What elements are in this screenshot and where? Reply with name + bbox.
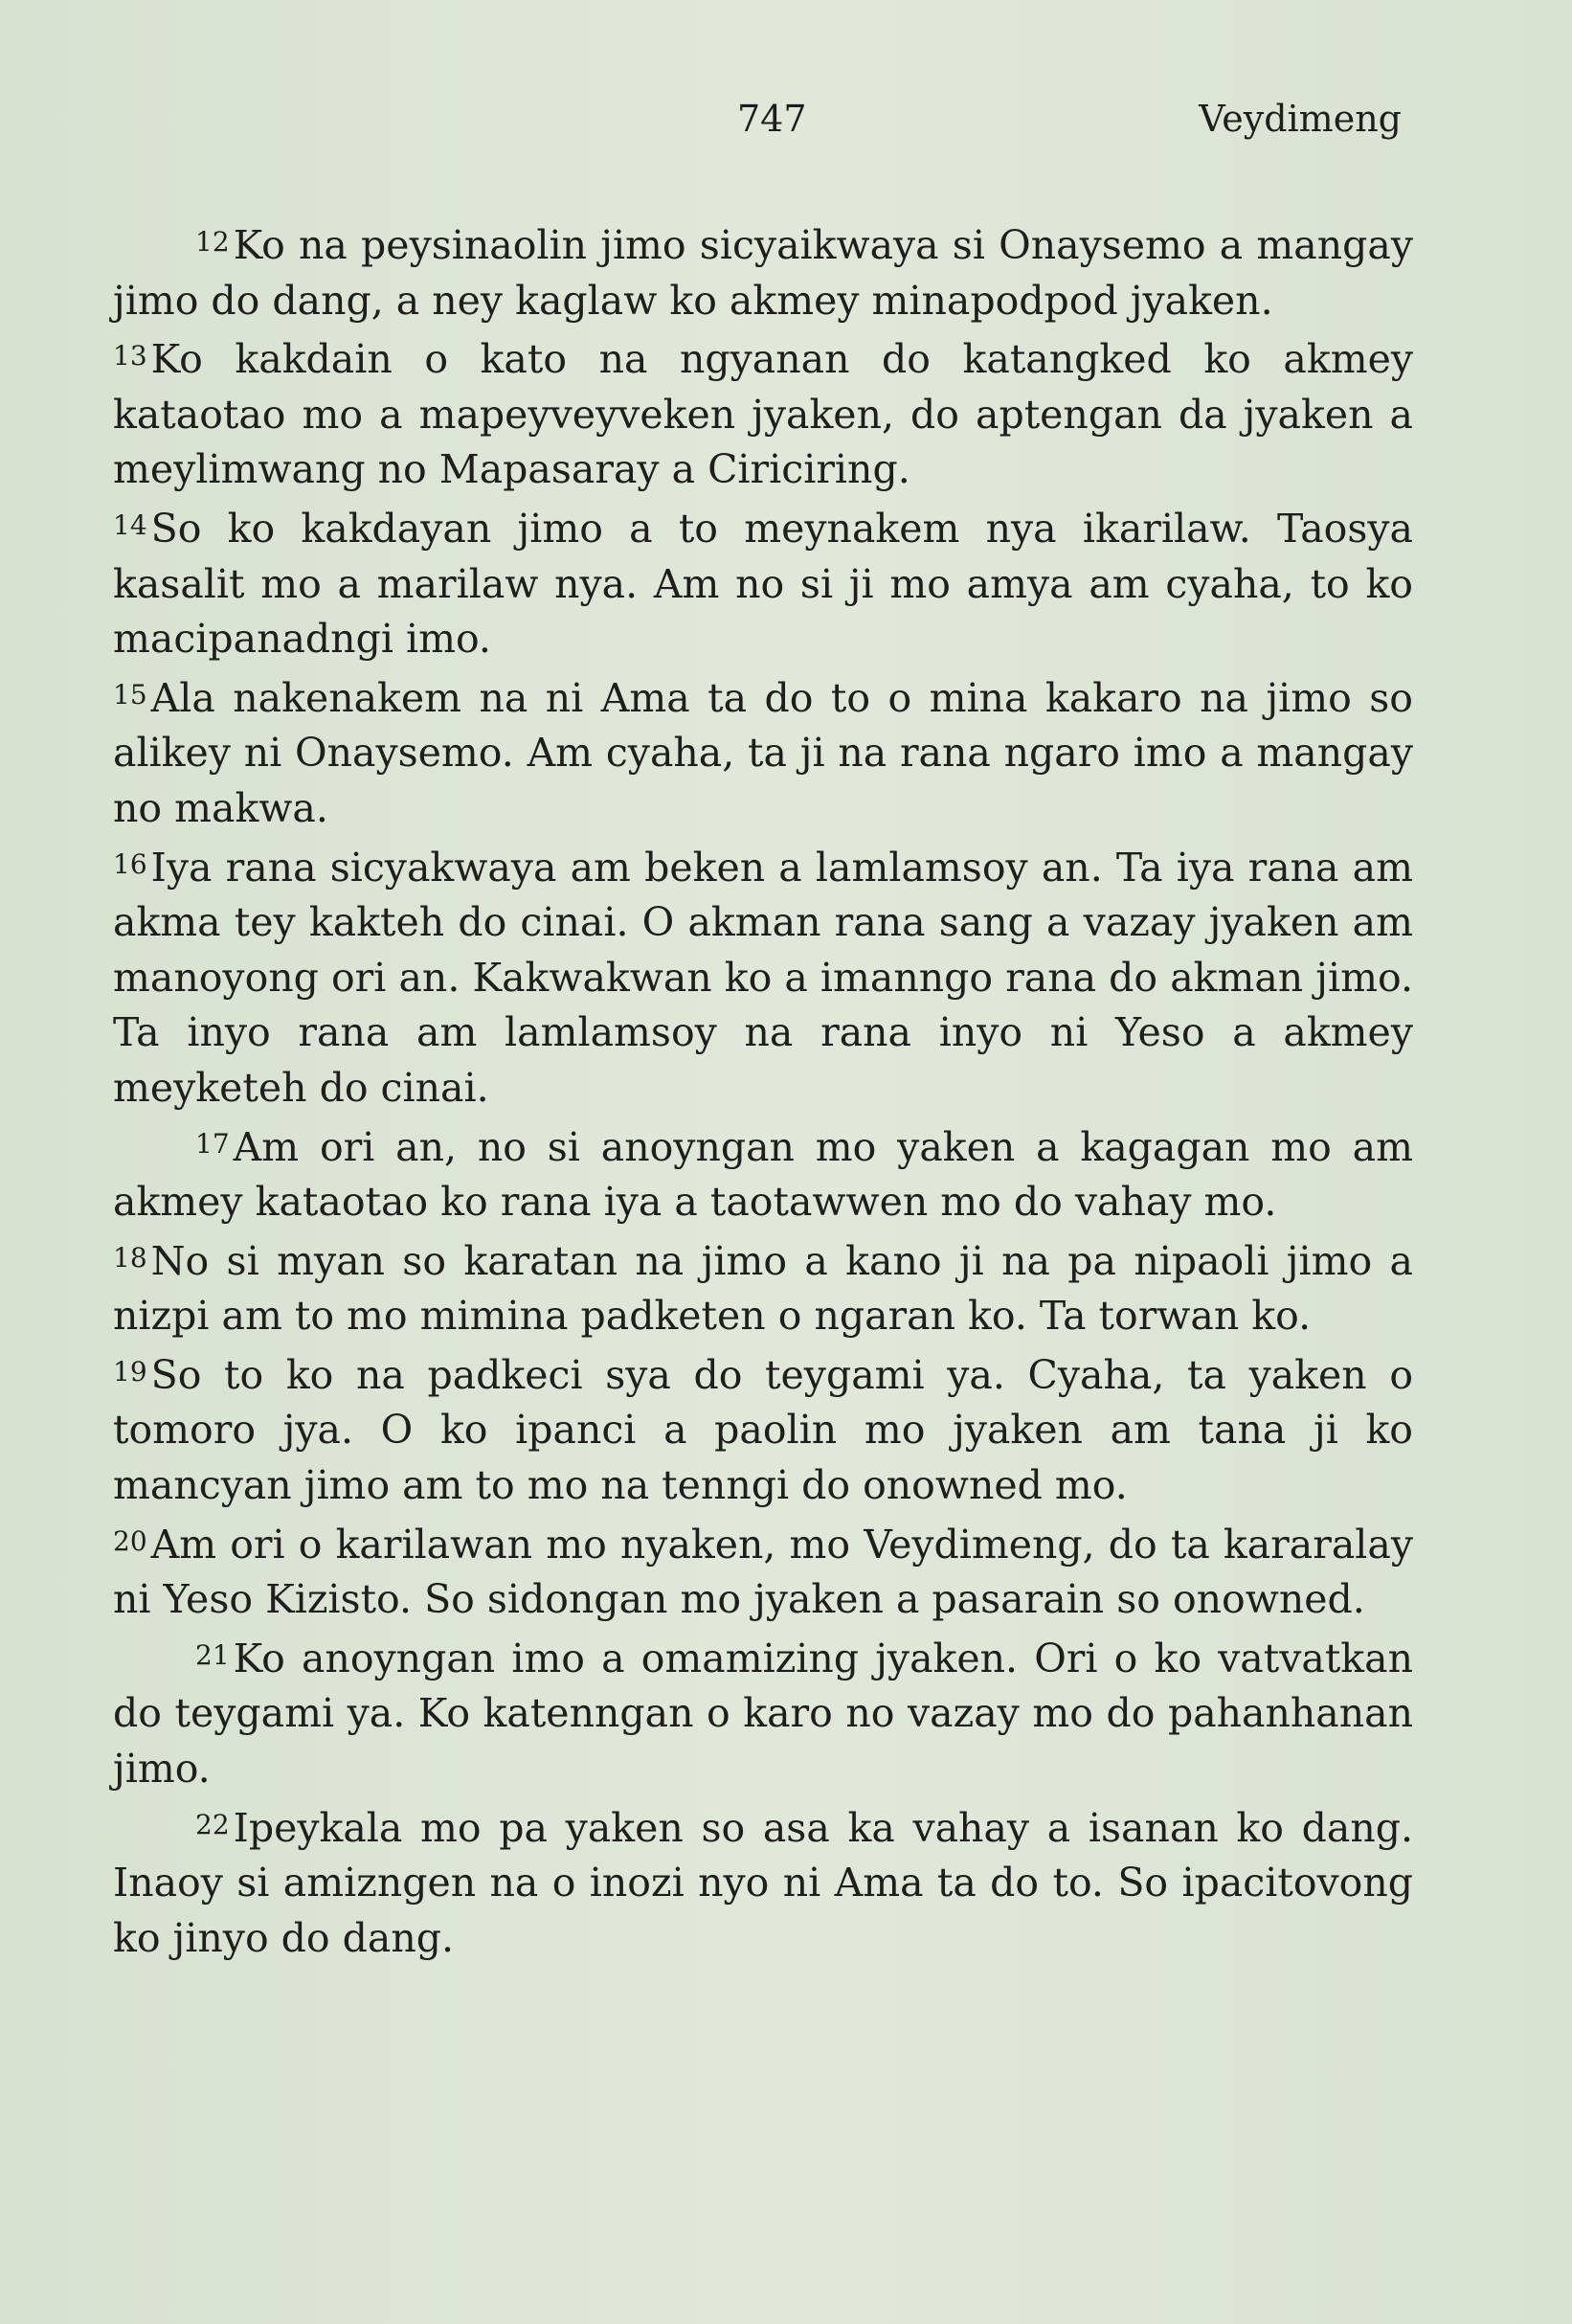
verse-19 [113,1344,1413,1514]
verse-number: 22 [195,1808,230,1840]
verse-text: Ko na peysinaolin jimo sicyaikwaya si Onaysemo a mangay jimo do dang, a ney kaglaw ko akmey minapodpod jyaken. [113,222,1413,324]
verse-text: Ko anoyngan imo a omamizing jyaken. Ori o ko vatvatkan do teygami ya. Ko katenngan o karo no vazay mo do pahanhanan jimo. [113,1635,1413,1793]
verse-13 [113,328,1413,498]
verse-number: 14 [113,508,147,541]
verse-17 [113,1117,1413,1230]
verse-number: 16 [113,847,147,880]
verse-text: Am ori an, no si anoyngan mo yaken a kagagan mo am akmey kataotao ko rana iya a taotawwen mo do vahay mo. [113,1123,1413,1226]
verse-18 [113,1230,1413,1344]
verse-number: 12 [195,226,230,258]
verse-text: Ala nakenakem na ni Ama ta do to o mina kakaro na jimo so alikey ni Onaysemo. Am cyaha, ta ji na rana ngaro imo a mangay no makwa. [113,674,1413,831]
page-number: 747 [737,98,807,140]
verse-14 [113,498,1413,667]
scripture-text [113,214,1413,1966]
verse-number: 20 [113,1524,147,1557]
verse-12 [113,214,1413,328]
verse-number: 21 [195,1638,230,1671]
verse-number: 19 [113,1355,147,1388]
verse-20 [113,1514,1413,1628]
verse-number: 17 [195,1127,230,1160]
verse-22 [113,1797,1413,1967]
verse-number: 15 [113,678,147,711]
verse-number: 13 [113,340,147,372]
running-head-book-name: Veydimeng [1199,98,1402,140]
verse-21 [113,1628,1413,1797]
verse-text: Ko kakdain o kato na ngyanan do katangked ko akmey kataotao mo a mapeyveyveken jyaken, do aptengan da jyaken a meylimwang no Mapasaray a Ciriciring. [113,336,1413,493]
verse-text: So to ko na padkeci sya do teygami ya. Cyaha, ta yaken o tomoro jya. O ko ipanci a paolin mo jyaken am tana ji ko mancyan jimo am to mo na tenngi do onowned mo. [113,1351,1413,1509]
page-header [0,98,1572,155]
verse-text: Iya rana sicyakwaya am beken a lamlamsoy an. Ta iya rana am akma tey kakteh do cinai. O akman rana sang a vazay jyaken am manoyong ori an. Kakwakwan ko a imanngo rana do akman jimo. Ta inyo rana am lamlamsoy na rana inyo ni Yeso a akmey meyketeh do cinai. [113,844,1413,1111]
verse-number: 18 [113,1241,147,1274]
verse-16 [113,837,1413,1117]
verse-text: Ipeykala mo pa yaken so asa ka vahay a isanan ko dang. Inaoy si amizngen na o inozi nyo ni Ama ta do to. So ipacitovong ko jinyo do dang. [113,1804,1413,1961]
verse-15 [113,667,1413,837]
verse-text: No si myan so karatan na jimo a kano ji na pa nipaoli jimo a nizpi am to mo mimina padketen o ngaran ko. Ta torwan ko. [113,1237,1413,1340]
verse-text: So ko kakdayan jimo a to meynakem nya ikarilaw. Taosya kasalit mo a marilaw nya. Am no si ji mo amya am cyaha, to ko macipanadngi imo. [113,505,1413,663]
verse-text: Am ori o karilawan mo nyaken, mo Veydimeng, do ta kararalay ni Yeso Kizisto. So sidongan mo jyaken a pasarain so onowned. [113,1521,1413,1623]
